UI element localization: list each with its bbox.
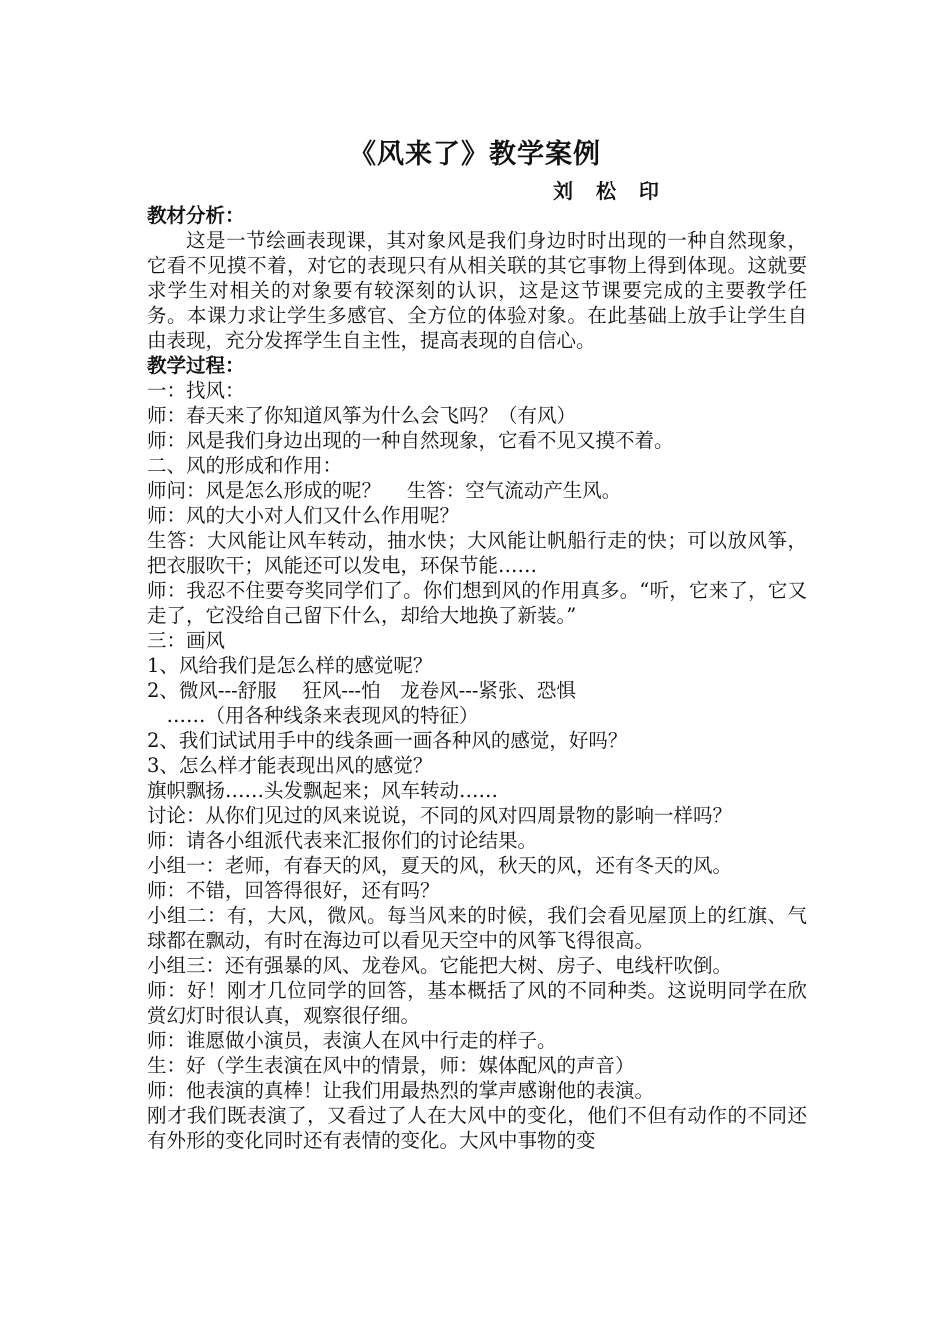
analysis-heading: 教材分析：: [147, 204, 245, 227]
text-line: 师：风的大小对人们又什么作用呢？: [147, 504, 460, 527]
text-line: 3、怎么样才能表现出风的感觉？: [147, 754, 433, 777]
text-line: 师：他表演的真棒！让我们用最热烈的掌声感谢他的表演。: [147, 1079, 655, 1102]
text-line: 一：找风：: [147, 379, 245, 402]
text-line: 刚才我们既表演了，又看过了人在大风中的变化，他们不但有动作的不同还有外形的变化同时还有表情的变化。大风中事物的变: [147, 1104, 807, 1152]
document-body: [147, 203, 807, 1153]
text-line: 生答：大风能让风车转动，抽水快；大风能让帆船行走的快；可以放风筝，把衣服吹干；风能还可以发电，环保节能……: [147, 529, 807, 577]
text-line: 师：我忍不住要夸奖同学们了。你们想到风的作用真多。“听，它来了，它又走了，它没给自己留下什么，却给大地换了新装。”: [147, 579, 807, 627]
text-line: 师：请各小组派代表来汇报你们的讨论结果。: [147, 829, 538, 852]
text-line: 小组一：老师，有春天的风，夏天的风，秋天的风，还有冬天的风。: [147, 854, 733, 877]
text-line: 旗帜飘扬……头发飘起来；风车转动……: [147, 779, 499, 802]
process-heading: 教学过程：: [147, 354, 245, 377]
text-line: 二、风的形成和作用：: [147, 454, 343, 477]
document-title: 《风来了》教学案例: [349, 139, 601, 170]
text-line: 师：风是我们身边出现的一种自然现象，它看不见又摸不着。: [147, 429, 674, 452]
text-line: 师问：风是怎么形成的呢？ 生答：空气流动产生风。: [147, 479, 622, 502]
text-line: 小组二：有，大风，微风。每当风来的时候，我们会看见屋顶上的红旗、气球都在飘动，有时在海边可以看见天空中的风筝飞得很高。: [147, 904, 807, 952]
text-line: 师：春天来了你知道风筝为什么会飞吗？（有风）: [147, 404, 577, 427]
text-line: 生：好（学生表演在风中的情景，师：媒体配风的声音）: [147, 1054, 635, 1077]
text-line: 1、风给我们是怎么样的感觉呢？: [147, 654, 433, 677]
text-line: ……（用各种线条来表现风的特征）: [147, 704, 479, 727]
text-line: 三：画风: [147, 629, 226, 652]
analysis-paragraph: 这是一节绘画表现课，其对象风是我们身边时时出现的一种自然现象，它看不见摸不着，对它的表现只有从相关联的其它事物上得到体现。这就要求学生对相关的对象要有较深刻的认识，这是这节课要完成的主要教学任务。本课力求让学生多感官、全方位的体验对象。在此基础上放手让学生自由表现，充分发挥学生自主性，提高表现的自信心。: [147, 229, 807, 352]
text-line: 2、我们试试用手中的线条画一画各种风的感觉，好吗？: [147, 729, 628, 752]
text-line: 小组三：还有强暴的风、龙卷风。它能把大树、房子、电线杆吹倒。: [147, 954, 733, 977]
text-line: 2、微风---舒服 狂风---怕 龙卷风---紧张、恐惧: [147, 679, 576, 702]
text-line: 师：好！刚才几位同学的回答，基本概括了风的不同种类。这说明同学在欣赏幻灯时很认真，观察很仔细。: [147, 979, 807, 1027]
document-author: 刘 松 印: [553, 179, 667, 203]
text-line: 师：不错，回答得很好，还有吗？: [147, 879, 440, 902]
text-line: 讨论：从你们见过的风来说说，不同的风对四周景物的影响一样吗？: [147, 804, 733, 827]
text-line: 师：谁愿做小演员，表演人在风中行走的样子。: [147, 1029, 557, 1052]
